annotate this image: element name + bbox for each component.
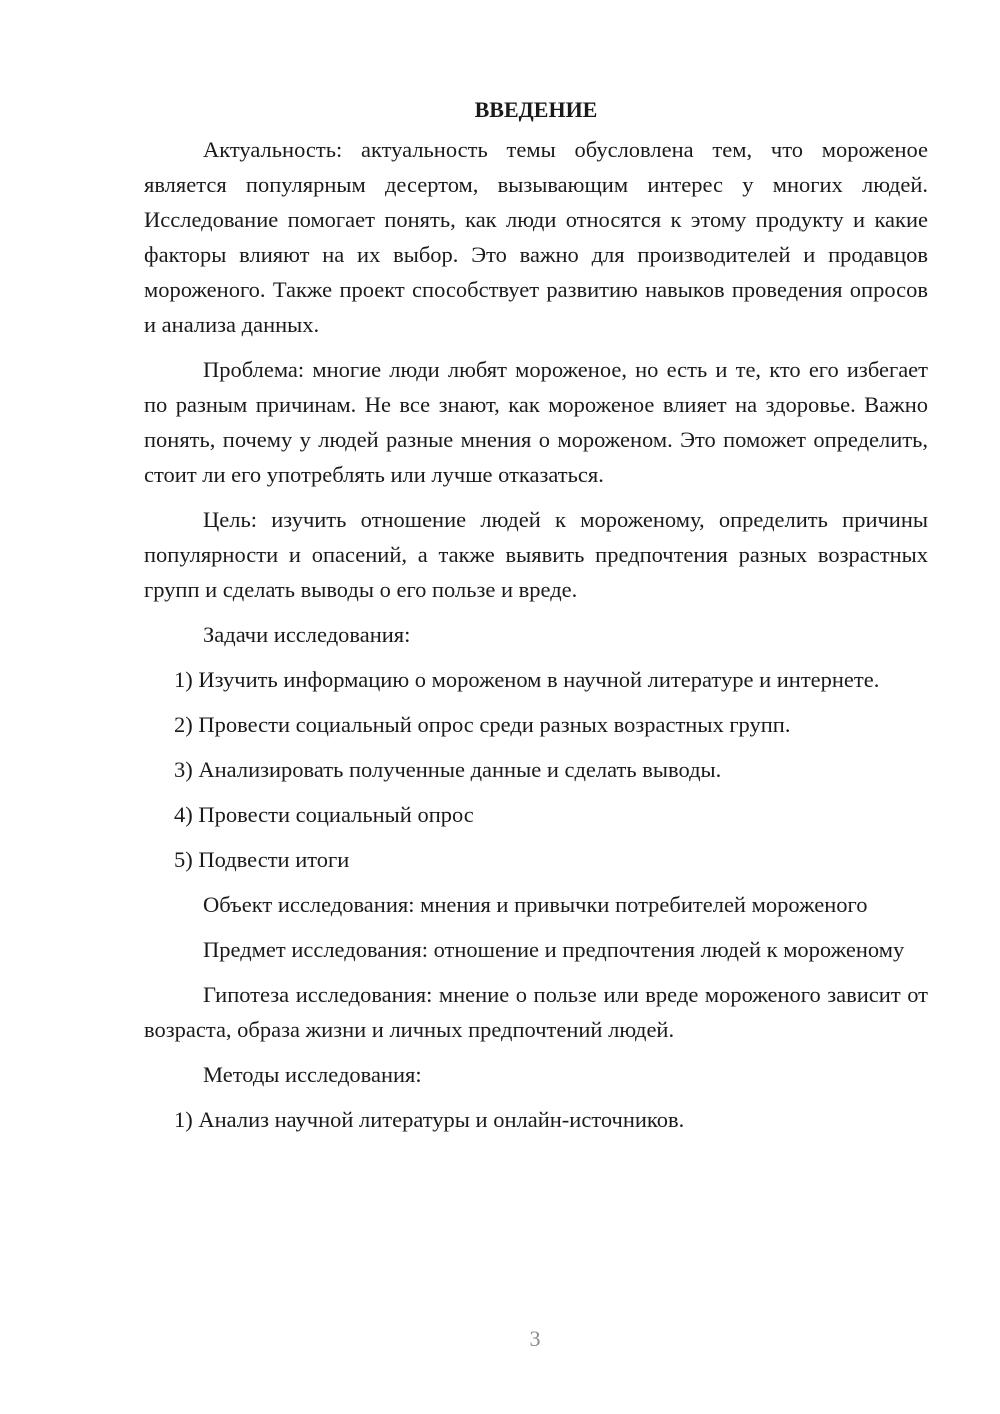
- subject-paragraph: Предмет исследования: отношение и предпочтения людей к мороженому: [203, 937, 905, 962]
- task-item: 3) Анализировать полученные данные и сделать выводы.: [174, 757, 722, 782]
- task-item: 4) Провести социальный опрос: [174, 802, 474, 827]
- task-item: 2) Провести социальный опрос среди разных возрастных групп.: [174, 712, 791, 737]
- page-number: 3: [529, 1326, 541, 1351]
- tasks-heading: Задачи исследования:: [203, 622, 411, 647]
- object-paragraph: Объект исследования: мнения и привычки потребителей мороженого: [203, 892, 868, 917]
- problem-paragraph: Проблема: многие люди любят мороженое, но есть и те, кто его избегает по разным причинам. Не все знают, как мороженое влияет на здоровье. Важно понять, почему у людей разные мнения о мороженом. Это поможет определить, стоит ли его употреблять или лучше отказаться.: [144, 357, 928, 487]
- goal-paragraph: Цель: изучить отношение людей к мороженому, определить причины популярности и опасений, а также выявить предпочтения разных возрастных групп и сделать выводы о его пользе и вреде.: [144, 507, 928, 602]
- task-item: 5) Подвести итоги: [174, 847, 350, 872]
- relevance-paragraph: Актуальность: актуальность темы обусловлена тем, что мороженое является популярным десертом, вызывающим интерес у многих людей. Исследование помогает понять, как люди относятся к этому продукту и какие факторы влияют на их выбор. Это важно для производителей и продавцов мороженого. Также проект способствует развитию навыков проведения опросов и анализа данных.: [144, 137, 928, 337]
- hypothesis-paragraph: Гипотеза исследования: мнение о пользе или вреде мороженого зависит от возраста, образа жизни и личных предпочтений людей.: [144, 982, 928, 1042]
- document-page: [144, 92, 928, 1147]
- method-item: 1) Анализ научной литературы и онлайн-источников.: [174, 1107, 685, 1132]
- section-title: ВВЕДЕНИЕ: [474, 97, 598, 122]
- methods-heading: Методы исследования:: [203, 1062, 422, 1087]
- task-item: 1) Изучить информацию о мороженом в научной литературе и интернете.: [174, 667, 880, 692]
